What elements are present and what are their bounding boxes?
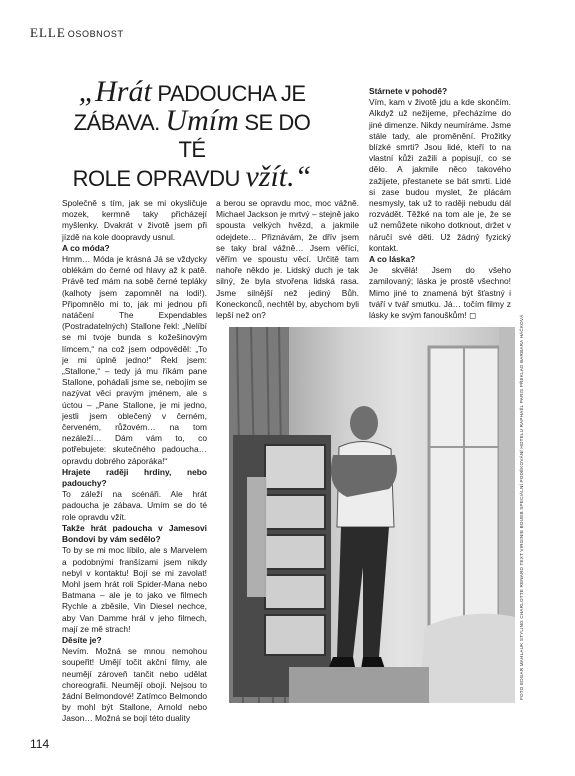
paragraph: Hmm… Móda je krásná Já se vždycky oblékám do černé od hlavy až k patě. Právě teď mám na sobě černé tepláky (kalhoty jsem zapomněl na lodi!). Připomnělo mi to, jak mi jednou při natáčení The Expendables (Postradatelných) Stallone řekl: „Nelíbí se mi tvoje bunda s kožešinovým límcem,“ na což jsem odpověděl: „To je mi úplně jedno!“ Řekl jsem: „Stallone,“ – tedy já mu říkám pane Stallone, pohádali jsme se, nebojím se nazývat věci pravým jménem, ale s úctou – „Pane Stallone, je mi jedno, jestli jsem oblečený v černém, červeném, růžovém… na tom nezáleží… Dám vám to, co potřebujete: skutečného padoucha… opravdu dobrého záporáka!“ <box>62 254 207 466</box>
title-text: PADOUCHA JE <box>151 81 306 106</box>
question: Takže hrát padoucha v Jamesovi Bondovi by vám sedělo? <box>62 522 207 545</box>
portrait-photo <box>229 327 515 703</box>
section-header <box>30 25 124 41</box>
pull-quote-title <box>62 75 322 193</box>
paragraph: Společně s tím, jak se mi okysličuje mozek, kermně taky přicházejí myšlenky. Dvakrát v životě jsem při jízdě na kole doopravdy usnul. <box>62 198 207 242</box>
paragraph: To by se mi moc líbilo, ale s Marvelem a podobnými franšízami jsem nikdy nebyl v kontaktu! Bojí se mi zavolat! Mohl jsem hrát roli Spider-Mana nebo Batmana – ale je to jako ve filmech Rychle a zběsile, Vin Diesel nechce, aby Van Damme hrál v jeho filmech, mají ze mě strach! <box>62 545 207 634</box>
title-text: ZÁBAVA. <box>73 110 166 135</box>
title-text: SE DO TÉ <box>178 110 311 162</box>
photo-credits <box>519 314 529 700</box>
article-column-2 <box>216 198 359 321</box>
article-column-3 <box>369 86 511 321</box>
credit-text: FOTO EDGAR MAHLAUK STYLING CHARLOTTE RENARD TEXT VIRGINIE BOUEB SPECIÁLNÍ PODĚKOVÁNÍ HOTELU RAPHAËL PARIS PŘEKLAD BARBARA HÁČKOVÁ <box>519 314 524 700</box>
paragraph: a berou se opravdu moc, moc vážně. Michael Jackson je mrtvý – stejně jako spousta velkých hvězd, a jakmile odejdete… Přiznávám, že dřív jsem se taky bral vážně… Jsem věřící, věřím ve spoustu věcí. Určitě tam nahoře někdo je. Lidský duch je tak silný, že byla stvořena lidská rasa. Jsme silnější než jediný Bůh. Koneckonců, nechtěl by, abychom byli lepší než on? <box>216 198 359 321</box>
end-mark-icon: ◻ <box>469 310 477 321</box>
title-text: ROLE OPRAVDU <box>72 166 246 191</box>
magazine-logo: ELLE <box>30 25 66 40</box>
question: Děsíte je? <box>62 634 102 645</box>
paragraph: Vím, kam v životě jdu a kde skončím. Alkdyž už nežijeme, přecházíme do jiné dimenze. Nikdy neumíráme. Jsme stále tady, ale proměnění. Prožitky blízké smrti? Jsou lidé, kteří to na vlastní kůži zažili a popisují, co se dělo. A jakmile něco takového zažijete, přestanete se bát smrti. Lidé si zase budou myslet, že plácám nesmysly, tak už to raději nebudu dál rozvádět. Těžké na tom ale je, že se už nemůžete nikoho dotknout, držet v náručí své děti. Už žádný fyzický kontakt. <box>369 97 511 253</box>
question: Hrajete raději hrdiny, nebo padouchy? <box>62 466 207 489</box>
photo-illustration <box>229 327 515 703</box>
paragraph: Je skvělá! Jsem do všeho zamilovaný; láska je prostě všechno! Mimo jiné to znamená být šťastný i tváří v tvář smutku. Já… točím filmy z lásky ke svým fanouškům! <box>369 265 511 321</box>
paragraph: Nevím. Možná se mnou nemohou soupeřit! Umějí točit akční filmy, ale neumějí zároveň tančit nebo udělat choreografii. Neumějí obojí. Nejsou to žádní Belmondové! Zatímco Belmondo by mohl být Stallone, Arnold nebo Jason… Možná se bojí této duality <box>62 646 207 724</box>
title-italic: Umím <box>165 104 239 137</box>
section-name: OSOBNOST <box>67 29 124 39</box>
paragraph: To záleží na scénáři. Ale hrát padoucha je zábava. Umím se do té role opravdu vžít. <box>62 489 207 522</box>
title-italic: vžít.“ <box>245 160 312 193</box>
article-column-1 <box>62 198 207 725</box>
page-number: 114 <box>30 737 50 751</box>
question: A co láska? <box>369 254 416 265</box>
question: Stárnete v pohodě? <box>369 86 448 96</box>
title-italic: „Hrát <box>78 75 152 108</box>
question: A co móda? <box>62 242 110 253</box>
